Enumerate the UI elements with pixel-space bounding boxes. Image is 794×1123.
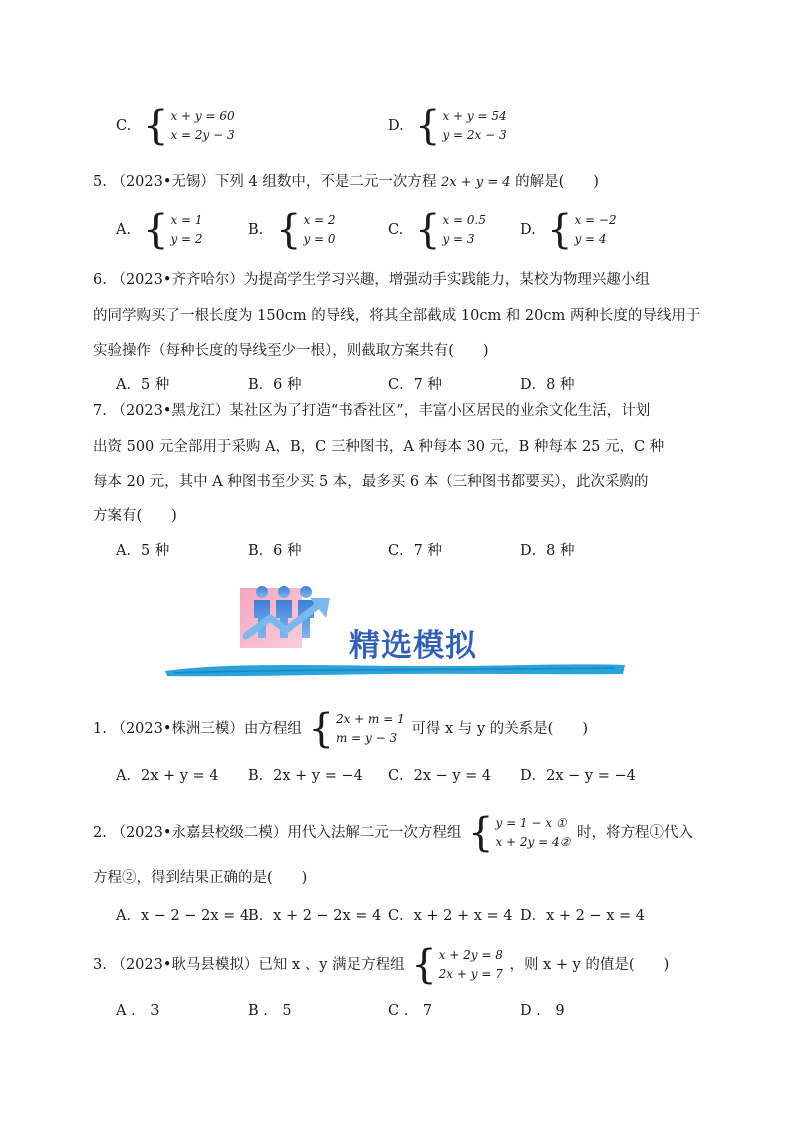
equation-system: { 2x + m = 1 m = y − 3 — [308, 706, 405, 752]
question-7-line-4: 方案有( ) — [93, 508, 177, 524]
equation: y = 2x − 3 — [442, 128, 507, 142]
option-c: C．7 种 — [388, 543, 442, 559]
option-d: D．8 种 — [520, 543, 575, 559]
equation-system: { x + 2y = 8 2x + y = 7 — [411, 942, 503, 988]
option-label: A. — [116, 222, 132, 238]
option-d: D．x + 2 − x = 4 — [520, 908, 646, 924]
option-d: D．2x − y = −4 — [520, 768, 636, 784]
option-label: D. — [388, 118, 404, 134]
equation-system: { y = 1 − x ① x + 2y = 4② — [468, 810, 571, 856]
question-7-line-3: 每本 20 元，其中 A 种图书至少买 5 本，最多买 6 本（三种图书都要买），此次采购的 — [93, 474, 649, 490]
equation: x = 2y − 3 — [170, 128, 235, 142]
option-c: C．7 种 — [388, 377, 442, 393]
option-label: C. — [388, 222, 404, 238]
left-brace: { — [143, 103, 169, 149]
option-a: A．5 种 — [116, 543, 170, 559]
sim-question-3: 3. （2023•耿马县模拟）已知 x 、y 满足方程组 { x + 2y = 8 2x + y = 7 ，则 x + y 的值是( ) — [93, 942, 670, 988]
option-d-system: { x = −2 y = 4 — [547, 207, 617, 253]
option-label: D. — [520, 222, 536, 238]
option-a: A．5 种 — [116, 377, 170, 393]
option-a: A．2x + y = 4 — [116, 768, 219, 784]
option-b: B．2x + y = −4 — [248, 768, 363, 784]
option-a-system: { x = 1 y = 2 — [143, 207, 203, 253]
option-c: C．x + 2 + x = 4 — [388, 908, 513, 924]
equation-system — [143, 103, 235, 149]
option-b: B ． 5 — [248, 1003, 292, 1019]
section-underline — [165, 659, 625, 679]
option-label: C. — [116, 118, 132, 134]
question-6-line-1: 6. （2023•齐齐哈尔）为提高学生学习兴趣，增强动手实践能力，某校为物理兴趣小组 — [93, 272, 650, 288]
option-b: B．6 种 — [248, 377, 302, 393]
question-6-line-2: 的同学购买了一根长度为 150cm 的导线，将其全部截成 10cm 和 20cm 两种长度的导线用于 — [93, 308, 701, 324]
question-7-line-1: 7. （2023•黑龙江）某社区为了打造“书香社区”，丰富小区居民的业余文化生活，计划 — [93, 403, 651, 419]
option-c: C．2x − y = 4 — [388, 768, 492, 784]
option-b: B．x + 2 − 2x = 4 — [248, 908, 382, 924]
equation: x + y = 54 — [442, 109, 507, 123]
option-a: A．x − 2 − 2x = 4 — [116, 908, 250, 924]
option-d: D ． 9 — [520, 1003, 565, 1019]
sim-question-1: 1. （2023•株洲三模）由方程组 { 2x + m = 1 m = y − 3 可得 x 与 y 的关系是( ) — [93, 706, 588, 752]
option-c: C ． 7 — [388, 1003, 433, 1019]
sim-question-2-line-2: 方程②，得到结果正确的是( ) — [93, 870, 308, 886]
sim-question-2: 2. （2023•永嘉县校级二模）用代入法解二元一次方程组 { y = 1 − x ① x + 2y = 4② 时，将方程①代入 — [93, 810, 694, 856]
option-c-system: { x = 0.5 y = 3 — [415, 207, 486, 253]
option-b-system: { x = 2 y = 0 — [276, 207, 336, 253]
option-b: B．6 种 — [248, 543, 302, 559]
people-growth-icon — [240, 578, 340, 654]
option-d: D．8 种 — [520, 377, 575, 393]
option-label: B. — [248, 222, 264, 238]
question-5: 5. （2023•无锡）下列 4 组数中，不是二元一次方程 2x + y = 4 的解是( ) — [93, 174, 599, 190]
option-a: A ． 3 — [116, 1003, 160, 1019]
question-7-line-2: 出资 500 元全部用于采购 A，B，C 三种图书，A 种每本 30 元，B 种每本 25 元，C 种 — [93, 439, 665, 455]
equation: x + y = 60 — [170, 109, 235, 123]
question-6-line-3: 实验操作（每种长度的导线至少一根），则截取方案共有( ) — [93, 343, 489, 359]
left-brace: { — [415, 103, 441, 149]
section-title: 精选模拟 — [349, 628, 477, 664]
equation-system — [415, 103, 507, 149]
